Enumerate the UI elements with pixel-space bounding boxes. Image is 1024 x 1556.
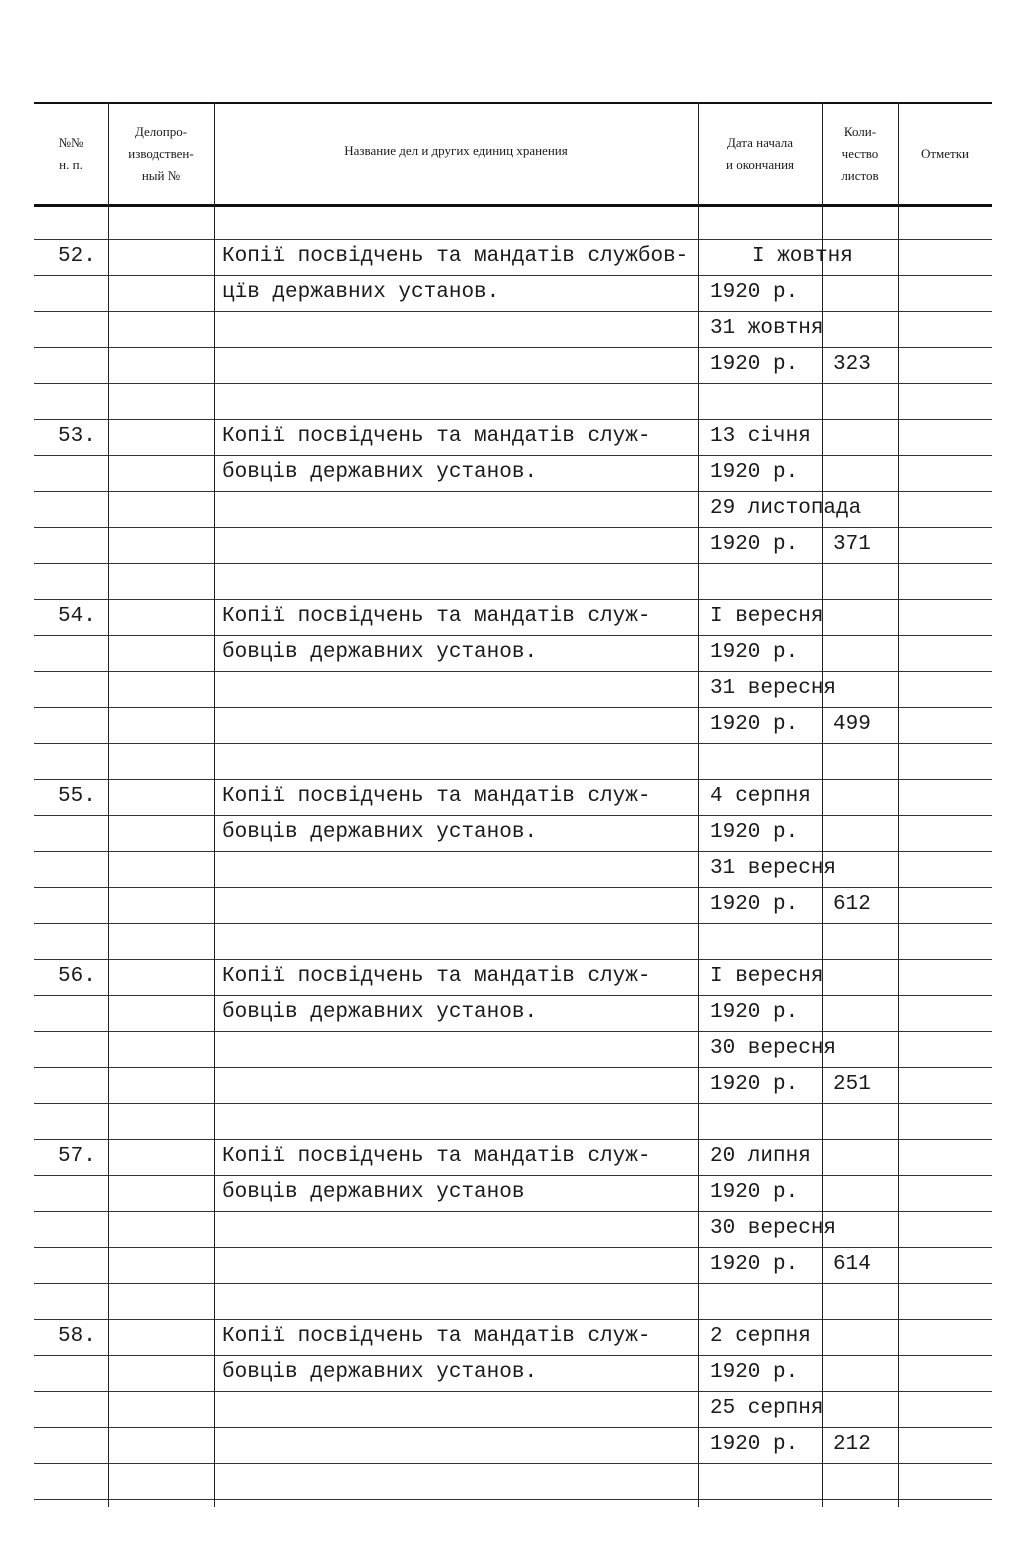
row-line <box>34 1211 992 1212</box>
entry-title-line: Копії посвідчень та мандатів службов- <box>222 245 689 268</box>
entry-sheet-count: 323 <box>833 353 871 376</box>
entry-date-line: 1920 р. <box>710 353 799 376</box>
column-divider <box>898 102 899 1507</box>
entry-title-line: Копії посвідчень та мандатів служ- <box>222 1145 651 1168</box>
entry-title-line: бовців державних установ. <box>222 821 538 844</box>
entry-date-line: 1920 р. <box>710 1253 799 1276</box>
entry-title-line: Копії посвідчень та мандатів служ- <box>222 605 651 628</box>
header-notes: Отметки <box>920 146 970 161</box>
entry-date-line: 1920 р. <box>710 713 799 736</box>
entry-title-line: бовців державних установ. <box>222 461 538 484</box>
entry-date-line: I вересня <box>710 965 824 988</box>
entry-date-line: 1920 р. <box>710 821 799 844</box>
row-line <box>34 383 992 384</box>
column-divider <box>698 102 699 1507</box>
entry-date-line: 4 серпня <box>710 785 811 808</box>
entry-title-line: Копії посвідчень та мандатів служ- <box>222 1325 651 1348</box>
row-line <box>34 1391 992 1392</box>
row-line <box>34 1103 992 1104</box>
header-office-number: Делопро- изводствен- ный № <box>128 124 194 183</box>
entry-sheet-count: 612 <box>833 893 871 916</box>
header-number: №№ н. п. <box>58 135 84 172</box>
entry-date-line: 30 вересня <box>710 1037 837 1060</box>
entry-date-line: 1920 р. <box>710 1001 799 1024</box>
header-sheets: Коли- чество листов <box>841 124 879 183</box>
entry-date-line: 1920 р. <box>710 1073 799 1096</box>
entry-title-line: Копії посвідчень та мандатів служ- <box>222 785 651 808</box>
entry-date-line: 1920 р. <box>710 461 799 484</box>
row-line <box>34 743 992 744</box>
row-line <box>34 311 992 312</box>
entry-date-line: 1920 р. <box>710 893 799 916</box>
row-line <box>34 563 992 564</box>
entry-date-line: 31 вересня <box>710 677 837 700</box>
entry-number: 56. <box>58 965 96 988</box>
entry-date-line: I вересня <box>710 605 824 628</box>
entry-title-line: бовців державних установ. <box>222 1001 538 1024</box>
entry-date-line: 1920 р. <box>710 641 799 664</box>
row-line <box>34 671 992 672</box>
row-line <box>34 923 992 924</box>
entry-date-line: 30 вересня <box>710 1217 837 1240</box>
entry-date-line: I жовтня <box>752 245 853 268</box>
entry-date-line: 13 січня <box>710 425 811 448</box>
entry-date-line: 1920 р. <box>710 1361 799 1384</box>
entry-date-line: 1920 р. <box>710 1181 799 1204</box>
entry-title-line: бовців державних установ <box>222 1181 525 1204</box>
entry-date-line: 1920 р. <box>710 533 799 556</box>
entry-date-line: 2 серпня <box>710 1325 811 1348</box>
entry-title-line: Копії посвідчень та мандатів служ- <box>222 425 651 448</box>
entry-date-line: 31 вересня <box>710 857 837 880</box>
table-header <box>34 102 992 207</box>
entry-sheet-count: 614 <box>833 1253 871 1276</box>
entry-sheet-count: 251 <box>833 1073 871 1096</box>
entry-sheet-count: 371 <box>833 533 871 556</box>
entry-date-line: 25 серпня <box>710 1397 824 1420</box>
entry-sheet-count: 212 <box>833 1433 871 1456</box>
row-line <box>34 1031 992 1032</box>
entry-number: 58. <box>58 1325 96 1348</box>
entry-title-line: бовців державних установ. <box>222 641 538 664</box>
column-divider <box>108 102 109 1507</box>
entry-number: 55. <box>58 785 96 808</box>
row-line <box>34 275 992 276</box>
entry-sheet-count: 499 <box>833 713 871 736</box>
entry-number: 57. <box>58 1145 96 1168</box>
entry-number: 52. <box>58 245 96 268</box>
entry-title-line: Копії посвідчень та мандатів служ- <box>222 965 651 988</box>
entry-date-line: 1920 р. <box>710 1433 799 1456</box>
entry-number: 53. <box>58 425 96 448</box>
column-divider <box>214 102 215 1507</box>
entry-number: 54. <box>58 605 96 628</box>
row-line <box>34 851 992 852</box>
row-line <box>34 1283 992 1284</box>
header-dates: Дата начала и окончания <box>725 135 795 172</box>
entry-title-line: бовців державних установ. <box>222 1361 538 1384</box>
header-title: Название дел и других единиц хранения <box>344 143 568 158</box>
entry-date-line: 31 жовтня <box>710 317 824 340</box>
entry-date-line: 20 липня <box>710 1145 811 1168</box>
entry-date-line: 29 листопада <box>710 497 862 520</box>
entry-title-line: цїв державних установ. <box>222 281 500 304</box>
entry-date-line: 1920 р. <box>710 281 799 304</box>
row-line <box>34 1499 992 1500</box>
row-line <box>34 1463 992 1464</box>
